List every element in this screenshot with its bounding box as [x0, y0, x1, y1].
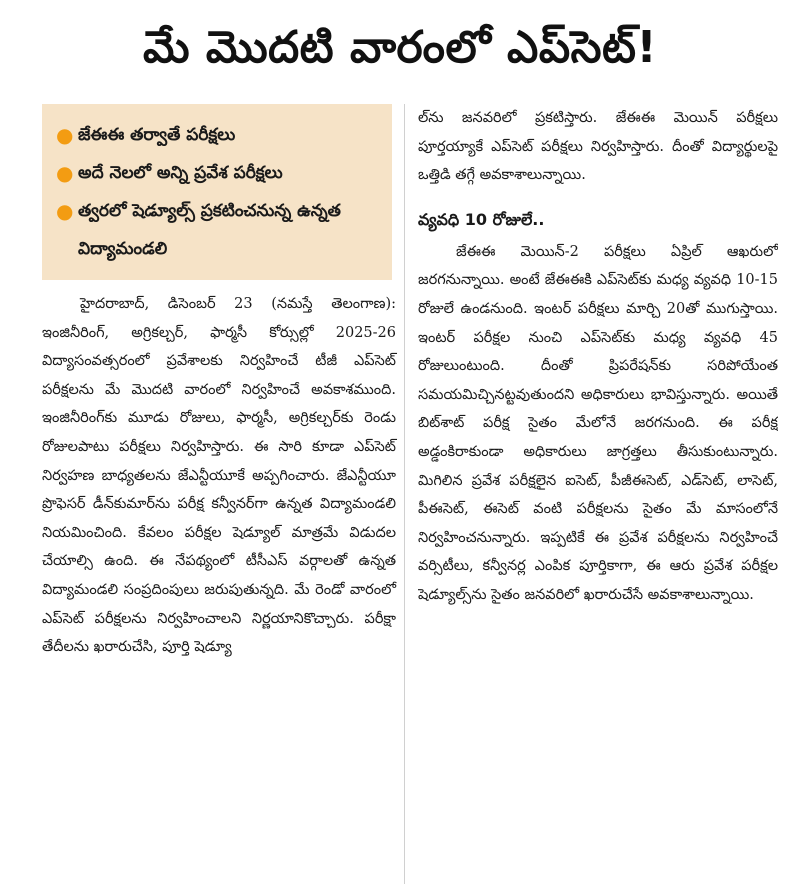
article-column-right — [418, 104, 778, 884]
bullet-icon: ● — [56, 123, 74, 147]
section-subheading: వ్యవధి 10 రోజులే.. — [418, 209, 545, 229]
bullet-icon: ● — [56, 199, 74, 223]
article-column-left — [42, 290, 398, 885]
highlight-item — [56, 154, 382, 192]
column-divider — [404, 104, 405, 884]
bullet-icon: ● — [56, 161, 74, 185]
highlight-item — [56, 116, 382, 154]
highlight-text: జేఈఈ తర్వాతే పరీక్షలు — [78, 125, 236, 145]
highlights-box — [42, 104, 392, 280]
highlight-text: త్వరలో షెడ్యూల్స్‌ ప్రకటించనున్న ఉన్నత విద్యామండలి — [78, 201, 341, 259]
headline: మే మొదటి వారంలో ఎప్‌సెట్‌! — [142, 22, 658, 73]
article-paragraph-continued: ల్‌ను జనవరిలో ప్రకటిస్తారు. జేఈఈ మెయిన్‌ పరీక్షలు పూర్తయ్యాకే ఎప్‌సెట్‌ పరీక్షలు నిర్వహిస్తారు. దీంతో విద్యార్థులపై ఒత్తిడి తగ్గే అవకాశాలున్నాయి. — [418, 110, 778, 184]
article-paragraph: జేఈఈ మెయిన్‌-2 పరీక్షలు ఏప్రిల్‌ ఆఖరులో జరగనున్నాయి. అంటే జేఈఈకి ఎప్‌సెట్‌కు మధ్య వ్యవధి 10-15 రోజులే ఉండనుంది. ఇంటర్‌ పరీక్షలు మార్చి 20తో ముగుస్తాయి. ఇంటర్‌ పరీక్షల నుంచి ఎప్‌సెట్‌కు మధ్య వ్యవధి 45 రోజులుంటుంది. దీంతో ప్రిపరేషన్‌కు సరిపోయేంత సమయమిచ్చినట్టవుతుందని అధికారులు భావిస్తున్నారు. అయితే బిట్‌శాట్‌ పరీక్ష సైతం మేలోనే జరగనుంది. ఈ పరీక్ష అడ్డంకిరాకుండా అధికారులు జాగ్రత్తలు తీసుకుంటున్నారు. మిగిలిన ప్రవేశ పరీక్షలైన ఐసెట్‌, పీజీఈసెట్‌, ఎడ్‌సెట్‌, లాసెట్‌, పీఈసెట్‌, ఈసెట్‌ వంటి పరీక్షలను సైతం మే మాసంలోనే నిర్వహించనున్నారు. ఇప్పటికే ఈ ప్రవేశ పరీక్షలను నిర్వహించే వర్సిటీలు, కన్వీనర్ల ఎంపిక పూర్తికాగా, ఈ ఆరు ప్రవేశ పరీక్షల షెడ్యూల్స్‌ను సైతం జనవరిలో ఖరారుచేసే అవకాశాలున్నాయి. — [418, 243, 778, 603]
article-paragraph: హైదరాబాద్‌, డిసెంబర్‌ 23 (నమస్తే తెలంగాణ): ఇంజినీరింగ్‌, అగ్రికల్చర్‌, ఫార్మసీ కోర్సుల్లో 2025-26 విద్యాసంవత్సరంలో ప్రవేశాలకు నిర్వహించే టీజీ ఎప్‌సెట్‌ పరీక్షలను మే మొదటి వారంలో నిర్వహించే అవకాశముంది. ఇంజినీరింగ్‌కు మూడు రోజులు, ఫార్మసీ, అగ్రికల్చర్‌కు రెండు రోజులపాటు పరీక్షలు నిర్వహిస్తారు. ఈ సారి కూడా ఎప్‌సెట్‌ నిర్వహణ బాధ్యతలను జేఎన్టీయూకే అప్పగించారు. జేఎన్టీయూ ప్రొఫెసర్‌ డీన్‌కుమార్‌ను పరీక్ష కన్వీనర్‌గా ఉన్నత విద్యామండలి నియమించింది. కేవలం పరీక్షల షెడ్యూల్‌ మాత్రమే విడుదల చేయాల్సి ఉంది. ఈ నేపథ్యంలో టీసీఎస్‌ వర్గాలతో ఉన్నత విద్యామండలి సంప్రదింపులు జరుపుతున్నది. మే రెండో వారంలో ఎప్‌సెట్‌ పరీక్షలను నిర్వహించాలని నిర్ణయానికొచ్చారు. పరీక్షా తేదీలను ఖరారుచేసి, పూర్తి షెడ్యూ — [42, 296, 396, 656]
highlight-item — [56, 192, 382, 268]
highlight-text: అదే నెలలో అన్ని ప్రవేశ పరీక్షలు — [78, 163, 283, 183]
